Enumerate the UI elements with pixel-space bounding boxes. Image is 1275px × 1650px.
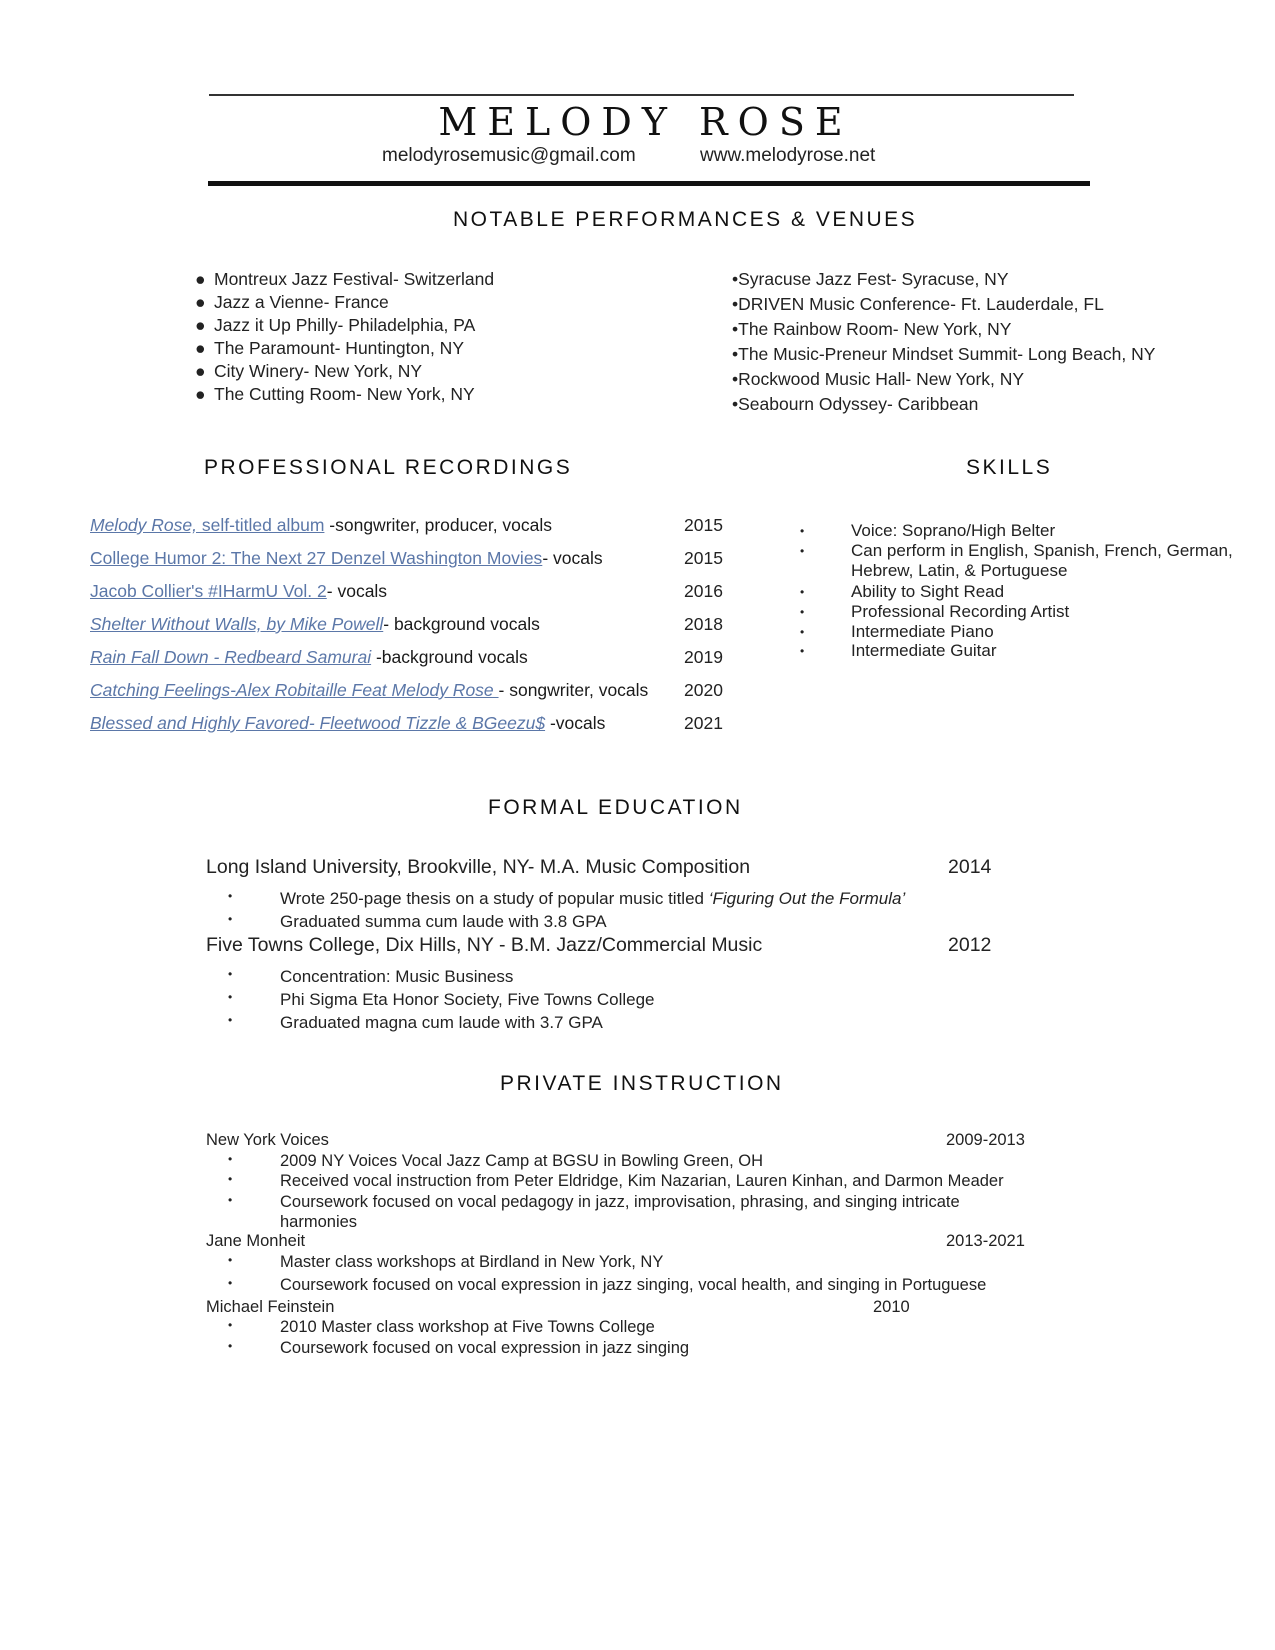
recording-item: Shelter Without Walls, by Mike Powell- background vocals — [90, 614, 540, 634]
performances-heading: NOTABLE PERFORMANCES & VENUES — [453, 208, 918, 231]
teacher-name: New York Voices — [206, 1131, 329, 1149]
venue-item: •The Music-Preneur Mindset Summit- Long Beach, NY — [732, 344, 1156, 364]
venue-item: •Rockwood Music Hall- New York, NY — [732, 369, 1025, 389]
recording-year: 2015 — [684, 548, 723, 568]
skills-heading: SKILLS — [966, 456, 1053, 479]
teacher-years: 2010 — [873, 1298, 910, 1316]
resume-name: MELODY ROSE — [438, 100, 853, 144]
education-item: • Graduated summa cum laude with 3.8 GPA — [228, 912, 607, 931]
venue-item: ● Jazz it Up Philly- Philadelphia, PA — [195, 315, 476, 335]
skill-item: • Intermediate Guitar — [800, 641, 997, 660]
venue-item: •Syracuse Jazz Fest- Syracuse, NY — [732, 269, 1009, 289]
header-bottom-rule — [208, 181, 1090, 186]
recording-link[interactable]: College Humor 2: The Next 27 Denzel Washington Movies — [90, 548, 543, 568]
school-year: 2012 — [948, 934, 992, 956]
recording-year: 2020 — [684, 680, 723, 700]
teacher-name: Michael Feinstein — [206, 1298, 335, 1316]
header-top-rule — [209, 94, 1074, 96]
school-year: 2014 — [948, 856, 992, 878]
education-item: • Concentration: Music Business — [228, 967, 514, 986]
instruction-heading: PRIVATE INSTRUCTION — [500, 1072, 784, 1095]
education-heading: FORMAL EDUCATION — [488, 796, 743, 819]
recording-link[interactable]: Rain Fall Down - Redbeard Samurai — [90, 647, 372, 667]
recording-item: Rain Fall Down - Redbeard Samurai -background vocals — [90, 647, 528, 667]
instruction-item: • 2009 NY Voices Vocal Jazz Camp at BGSU in Bowling Green, OH — [228, 1152, 764, 1170]
instruction-item: • Master class workshops at Birdland in New York, NY — [228, 1253, 664, 1271]
instruction-item: • Coursework focused on vocal expression in jazz singing, vocal health, and singing in Portuguese — [228, 1276, 987, 1294]
recording-year: 2019 — [684, 647, 723, 667]
skill-item: • Intermediate Piano — [800, 622, 994, 641]
instruction-item-continued: harmonies — [280, 1213, 358, 1231]
venue-item: ● Jazz a Vienne- France — [195, 292, 389, 312]
education-item: • Graduated magna cum laude with 3.7 GPA — [228, 1013, 603, 1032]
skill-item: • Ability to Sight Read — [800, 582, 1005, 601]
venue-item: ● The Paramount- Huntington, NY — [195, 338, 464, 358]
recording-link[interactable]: Shelter Without Walls, by Mike Powell — [90, 614, 384, 634]
recording-year: 2016 — [684, 581, 723, 601]
venue-item: •The Rainbow Room- New York, NY — [732, 319, 1012, 339]
recording-item: Blessed and Highly Favored- Fleetwood Tizzle & BGeezu$ -vocals — [90, 713, 606, 733]
skill-item: • Can perform in English, Spanish, French, German, — [800, 541, 1233, 560]
recording-item: College Humor 2: The Next 27 Denzel Washington Movies- vocals — [90, 548, 603, 568]
instruction-item: • Coursework focused on vocal pedagogy in jazz, improvisation, phrasing, and singing intricate — [228, 1193, 960, 1211]
venue-item: ● The Cutting Room- New York, NY — [195, 384, 475, 404]
teacher-name: Jane Monheit — [206, 1232, 306, 1250]
instruction-item: • Received vocal instruction from Peter Eldridge, Kim Nazarian, Lauren Kinhan, and Darmon Meader — [228, 1172, 1004, 1190]
teacher-years: 2013-2021 — [946, 1232, 1025, 1250]
skill-item: • Voice: Soprano/High Belter — [800, 521, 1056, 540]
venue-item: •Seabourn Odyssey- Caribbean — [732, 394, 979, 414]
skill-item: • Professional Recording Artist — [800, 602, 1070, 621]
email-link[interactable]: melodyrosemusic@gmail.com — [382, 145, 636, 166]
recording-item: Catching Feelings-Alex Robitaille Feat Melody Rose - songwriter, vocals — [90, 680, 649, 700]
instruction-item: • Coursework focused on vocal expression in jazz singing — [228, 1339, 690, 1357]
recording-link[interactable]: Catching Feelings-Alex Robitaille Feat Melody Rose — [90, 680, 499, 700]
recording-year: 2021 — [684, 713, 723, 733]
teacher-years: 2009-2013 — [946, 1131, 1025, 1149]
venue-item: ● City Winery- New York, NY — [195, 361, 423, 381]
recording-link[interactable]: Melody Rose, self-titled album — [90, 515, 325, 535]
instruction-item: • 2010 Master class workshop at Five Towns College — [228, 1318, 655, 1336]
recording-link[interactable]: Blessed and Highly Favored- Fleetwood Tizzle & BGeezu$ — [90, 713, 546, 733]
recording-year: 2015 — [684, 515, 723, 535]
education-item: • Phi Sigma Eta Honor Society, Five Towns College — [228, 990, 655, 1009]
recording-item: Jacob Collier's #IHarmU Vol. 2- vocals — [90, 581, 388, 601]
skill-item-continued: Hebrew, Latin, & Portuguese — [851, 561, 1068, 580]
venue-item: ● Montreux Jazz Festival- Switzerland — [195, 269, 495, 289]
school-title: Long Island University, Brookville, NY- M.A. Music Composition — [206, 856, 751, 878]
recording-year: 2018 — [684, 614, 723, 634]
education-item: • Wrote 250-page thesis on a study of popular music titled ‘Figuring Out the Formula’ — [228, 889, 906, 908]
venue-item: •DRIVEN Music Conference- Ft. Lauderdale, FL — [732, 294, 1104, 314]
recording-item: Melody Rose, self-titled album -songwriter, producer, vocals — [90, 515, 553, 535]
recordings-heading: PROFESSIONAL RECORDINGS — [204, 456, 573, 479]
website-link[interactable]: www.melodyrose.net — [700, 145, 876, 166]
recording-link[interactable]: Jacob Collier's #IHarmU Vol. 2 — [90, 581, 327, 601]
school-title: Five Towns College, Dix Hills, NY - B.M. Jazz/Commercial Music — [206, 934, 763, 956]
